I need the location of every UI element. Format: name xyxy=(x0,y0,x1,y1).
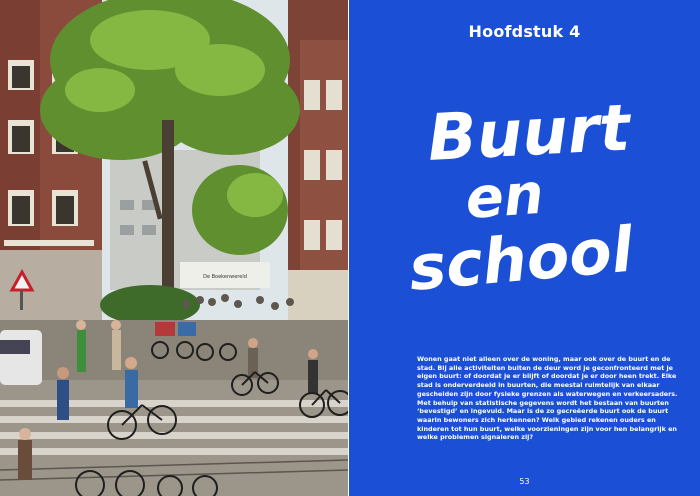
street-photo xyxy=(0,0,348,496)
page-number: 53 xyxy=(519,477,530,486)
street-scene-illustration xyxy=(0,0,348,496)
chapter-title-line-3: school xyxy=(405,212,636,305)
chapter-intro-text: Wonen gaat niet alleen over de woning, maar ook over de buurt en de stad. Bij alle activiteiten buiten de deur word je geconfronteerd met je eigen buurt: of doordat je er blijft of doordat je er door heen trekt. Elke stad is onderverdeeld in buurten, die meestal ruimtelijk van elkaar gescheiden zijn door fysieke grenzen als waterwegen en verkeersaders. Met behulp van statistische gegevens wordt het bestaan van buurten ‘bevestigd’ en ingevuld. Maar is de zo gecreëerde buurt ook de buurt waarin bewoners zich herkennen? Welk gebied rekenen ouders en kinderen tot hun buurt, welke voorzieningen zijn voor hen belangrijk en welke problemen signaleren zij? xyxy=(417,355,678,442)
chapter-title-line-2: en xyxy=(463,161,546,232)
chapter-label: Hoofdstuk 4 xyxy=(468,22,581,41)
chapter-opener-page xyxy=(349,0,700,496)
chapter-title xyxy=(349,0,700,320)
chapter-title-line-1: Buurt xyxy=(425,91,632,176)
shop-sign: De Boekenwereld xyxy=(203,274,247,280)
